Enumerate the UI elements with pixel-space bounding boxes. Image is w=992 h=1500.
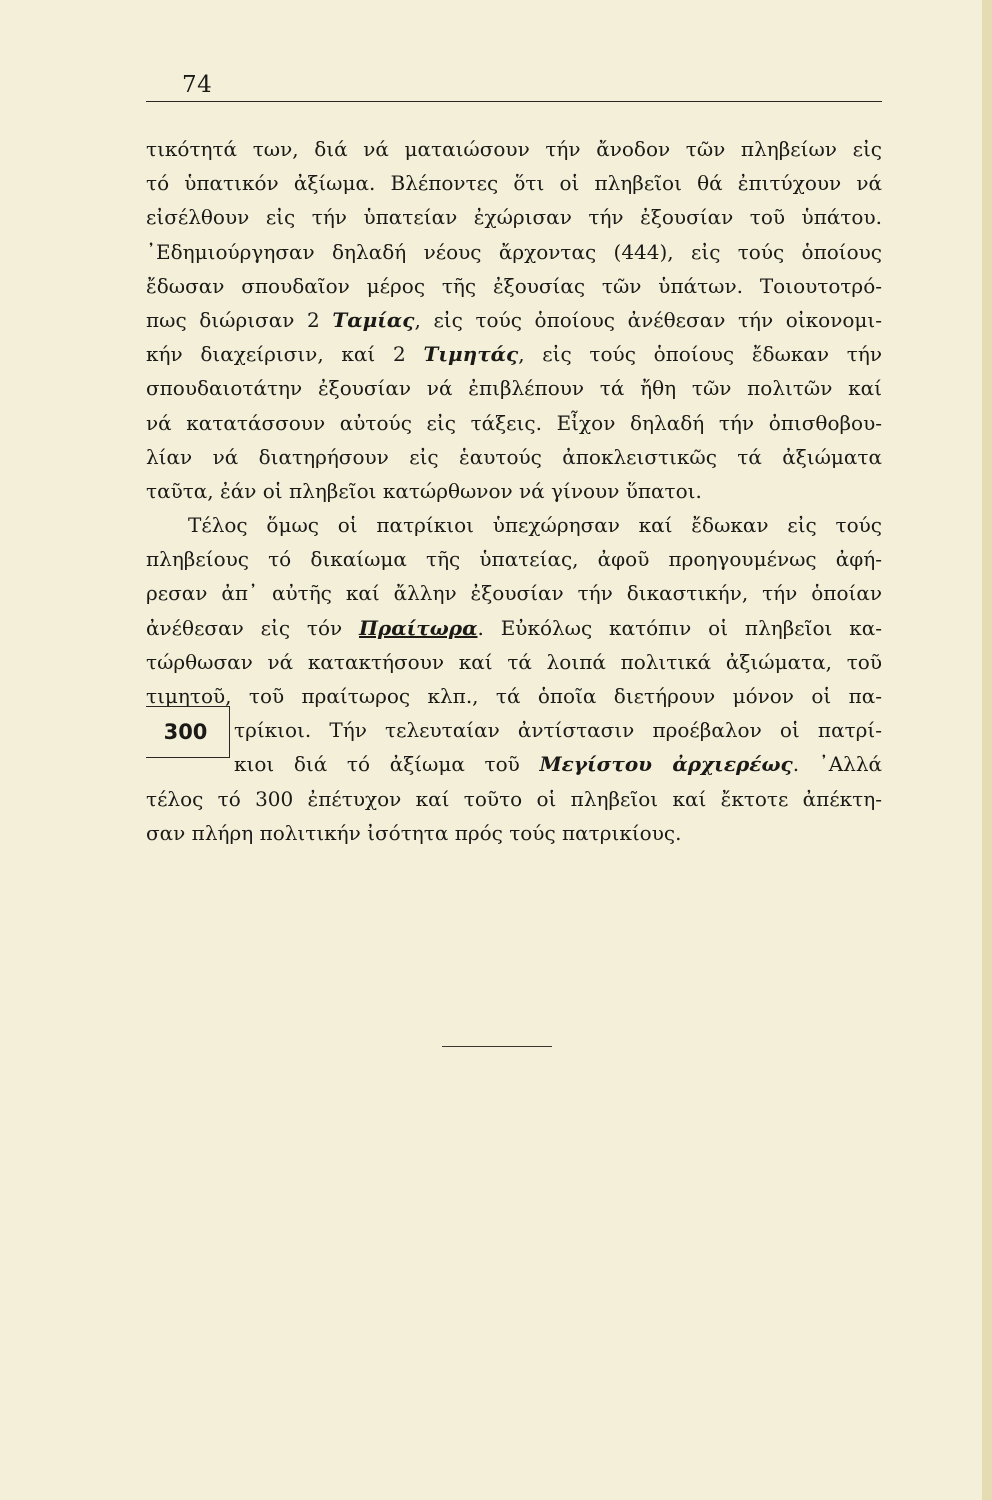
text-line: [146, 611, 882, 645]
text-line: [146, 235, 882, 269]
emphasized-term: Πραίτωρα: [359, 615, 478, 640]
text-line: [146, 474, 882, 508]
text-span: τρίκιοι. Τήν τελευταίαν ἀντίστασιν προέβαλον οἱ πατρί-: [234, 718, 882, 743]
text-span: ᾿Εδημιούργησαν δηλαδή νέους ἄρχοντας (444), εἰς τούς ὁποίους: [146, 239, 882, 264]
text-line: [146, 508, 882, 542]
text-line: [146, 679, 882, 713]
emphasized-term: Τιμητάς: [423, 342, 519, 367]
text-line: [146, 371, 882, 405]
margin-year-box: [146, 706, 230, 758]
text-span: εἰσέλθουν εἰς τήν ὑπατείαν ἐχώρισαν τήν ἐξουσίαν τοῦ ὑπάτου.: [146, 205, 882, 230]
text-span: . ᾿Αλλά: [792, 752, 883, 777]
footer-rule: [442, 1046, 552, 1047]
emphasized-term: Μεγίστου ἀρχιερέως: [539, 752, 793, 777]
text-span: κιοι διά τό ἀξίωμα τοῦ: [234, 752, 540, 777]
text-span: , εἰς τούς ὁποίους ἀνέθεσαν τήν οἰκονομι-: [414, 307, 882, 332]
text-span: τώρθωσαν νά κατακτήσουν καί τά λοιπά πολιτικά ἀξιώματα, τοῦ: [146, 649, 882, 674]
text-line: [146, 303, 882, 337]
text-line: [146, 542, 882, 576]
text-line: [146, 269, 882, 303]
text-span: κήν διαχείρισιν, καί 2: [146, 342, 424, 367]
text-line: [146, 782, 882, 816]
header-rule: [146, 101, 882, 102]
text-span: ἔδωσαν σπουδαῖον μέρος τῆς ἐξουσίας τῶν ὑπάτων. Τοιουτοτρό-: [146, 273, 882, 298]
text-line: [146, 337, 882, 371]
text-line: [146, 713, 882, 747]
text-span: σαν πλήρη πολιτικήν ἰσότητα πρός τούς πατρικίους.: [146, 820, 682, 845]
text-line: [146, 406, 882, 440]
text-line: [146, 816, 882, 850]
text-span: πληβείους τό δικαίωμα τῆς ὑπατείας, ἀφοῦ προηγουμένως ἀφή-: [146, 547, 882, 572]
text-span: πως διώρισαν 2: [146, 307, 333, 332]
text-span: τιμητοῦ, τοῦ πραίτωρος κλπ., τά ὁποῖα διετήρουν μόνον οἱ πα-: [146, 684, 882, 708]
margin-year: 300: [163, 720, 208, 744]
text-line: [146, 200, 882, 234]
text-line: [146, 166, 882, 200]
text-span: σπουδαιοτάτην ἐξουσίαν νά ἐπιβλέπουν τά ἤθη τῶν πολιτῶν καί: [146, 376, 882, 401]
text-span: τέλος τό 300 ἐπέτυχον καί τοῦτο οἱ πληβεῖοι καί ἔκτοτε ἀπέκτη-: [146, 786, 882, 811]
text-span: νά κατατάσσουν αὐτούς εἰς τάξεις. Εἶχον δηλαδή τήν ὀπισθοβου-: [146, 410, 882, 435]
text-line: [146, 132, 882, 166]
text-span: ταῦτα, ἐάν οἱ πληβεῖοι κατώρθωνον νά γίνουν ὕπατοι.: [146, 478, 702, 503]
text-line: [146, 440, 882, 474]
text-span: , εἰς τούς ὁποίους ἔδωκαν τήν: [518, 342, 883, 367]
text-span: . Εὐκόλως κατόπιν οἱ πληβεῖοι κα-: [477, 615, 883, 640]
page-edge: [982, 0, 992, 1500]
text-span: τό ὑπατικόν ἀξίωμα. Βλέποντες ὅτι οἱ πληβεῖοι θά ἐπιτύχουν νά: [146, 171, 882, 196]
emphasized-term: Ταμίας: [332, 307, 415, 332]
text-line: [146, 747, 882, 781]
text-span: ρεσαν ἀπ᾿ αὐτῆς καί ἄλλην ἐξουσίαν τήν δικαστικήν, τήν ὁποίαν: [146, 581, 882, 606]
text-span: ἀνέθεσαν εἰς τόν: [146, 615, 360, 640]
text-span: Τέλος ὅμως οἱ πατρίκιοι ὑπεχώρησαν καί ἔδωκαν εἰς τούς: [188, 513, 882, 538]
text-line: [146, 576, 882, 610]
text-span: τικότητά των, διά νά ματαιώσουν τήν ἄνοδον τῶν πληβείων εἰς: [146, 137, 882, 161]
text-line: [146, 645, 882, 679]
body-text: [146, 132, 882, 850]
page-number: 74: [182, 72, 213, 98]
text-span: λίαν νά διατηρήσουν εἰς ἑαυτούς ἀποκλειστικῶς τά ἀξιώματα: [146, 444, 882, 469]
